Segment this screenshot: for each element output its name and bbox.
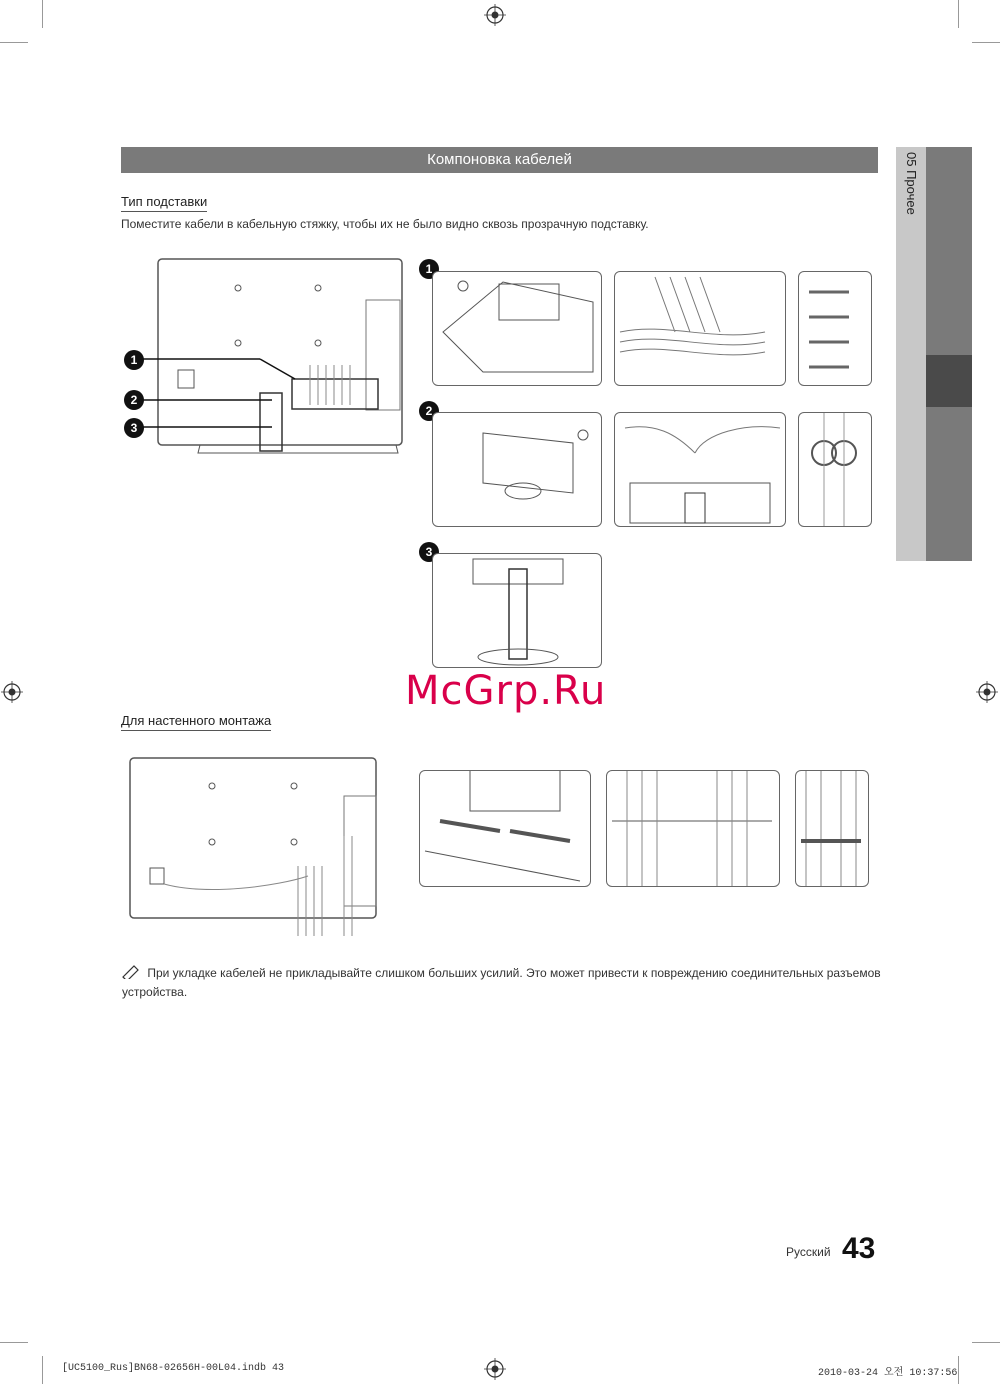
- wall-detail-panel-a: [419, 770, 591, 887]
- detail-panel-3: [432, 553, 602, 668]
- registration-mark-icon: [484, 4, 506, 26]
- tv-back-stand-illustration: [120, 255, 410, 460]
- section-title: Компоновка кабелей: [121, 147, 878, 173]
- callout-badge: 3: [124, 418, 144, 438]
- detail-panel-2a: [432, 412, 602, 527]
- callout-badge: 2: [124, 390, 144, 410]
- callout-badge: 1: [124, 350, 144, 370]
- detail-panel-1c: [798, 271, 872, 386]
- side-tab-marker: [926, 355, 972, 407]
- callout-badge: 2: [419, 401, 439, 421]
- callout-badge: 1: [419, 259, 439, 279]
- tv-back-wall-illustration: [128, 756, 380, 938]
- registration-mark-icon: [484, 1358, 506, 1380]
- page-number: 43: [842, 1232, 876, 1265]
- watermark-text: McGrp.Ru: [405, 668, 607, 714]
- note-pencil-icon: [122, 965, 140, 979]
- side-tab-strip: [926, 147, 972, 561]
- note-text: При укладке кабелей не прикладывайте слишком больших усилий. Это может привести к повреждению соединительных разъемов устройства.: [122, 966, 881, 999]
- footer-timestamp: 2010-03-24 오전 10:37:56: [818, 1368, 958, 1379]
- page-language: Русский: [786, 1245, 831, 1259]
- footer-file: [UC5100_Rus]BN68-02656H-00L04.indb 43: [62, 1363, 285, 1374]
- note-block: [122, 964, 882, 1002]
- side-tab-label: 05 Прочее: [904, 152, 919, 215]
- stand-type-heading: Тип подставки: [121, 194, 207, 212]
- callout-badge: 3: [419, 542, 439, 562]
- registration-mark-icon: [1, 681, 23, 703]
- wall-detail-panel-b: [606, 770, 780, 887]
- registration-mark-icon: [976, 681, 998, 703]
- detail-panel-1b: [614, 271, 786, 386]
- detail-panel-1a: [432, 271, 602, 386]
- wall-detail-panel-c: [795, 770, 869, 887]
- detail-panel-2b: [614, 412, 786, 527]
- stand-type-text: Поместите кабели в кабельную стяжку, чтобы их не было видно сквозь прозрачную подставку.: [121, 217, 649, 231]
- detail-panel-2c: [798, 412, 872, 527]
- wall-mount-heading: Для настенного монтажа: [121, 713, 271, 731]
